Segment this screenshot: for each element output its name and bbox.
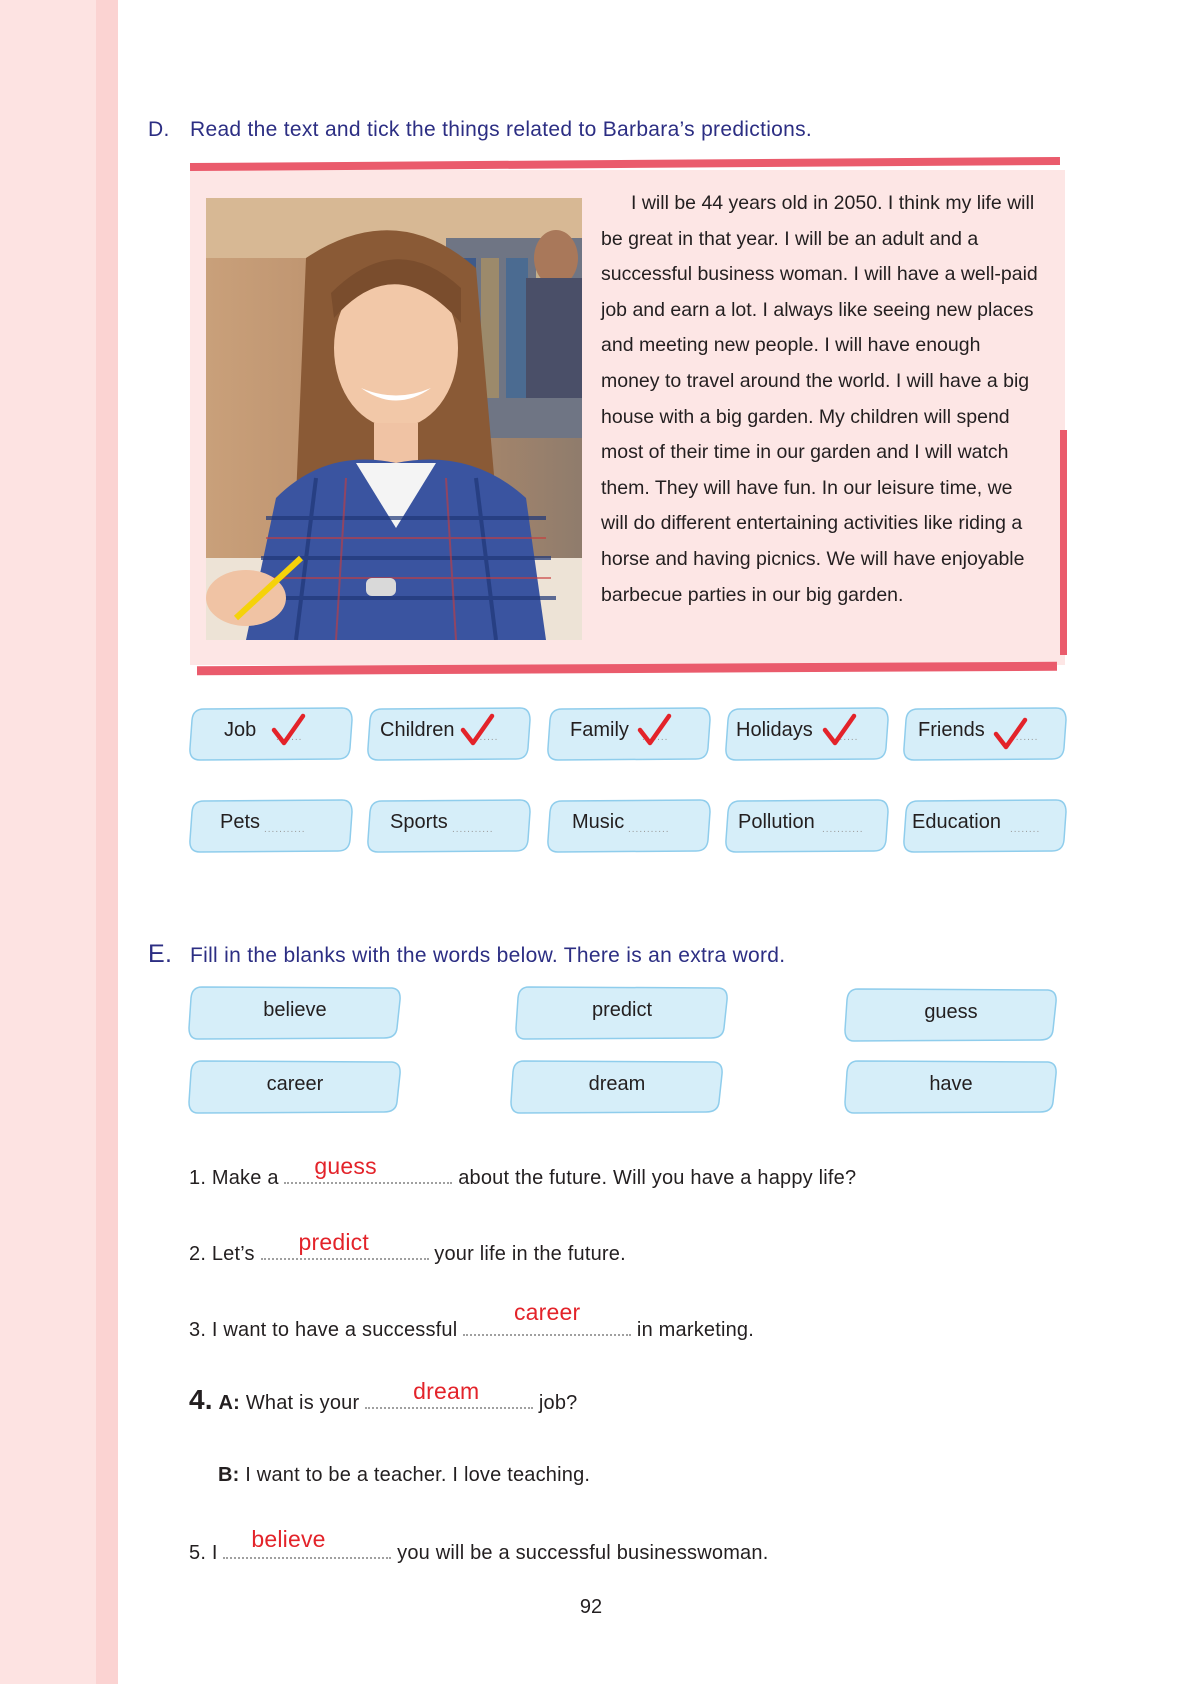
topic-pill-friends[interactable] (900, 706, 1068, 758)
topic-pill-family[interactable] (544, 706, 712, 758)
topic-label: Job (224, 719, 257, 741)
word-label: guess (924, 1001, 978, 1023)
dotted-line: ........... (452, 824, 494, 835)
smiling-student-photo (206, 198, 582, 640)
topic-pill-education[interactable] (900, 798, 1068, 850)
sentence-text-before: I want to have a successful (211, 1319, 458, 1341)
answer-text: career (513, 1299, 581, 1325)
section-e-instruction (148, 940, 785, 969)
sentence-4 (189, 1378, 578, 1416)
topic-pill-pets[interactable] (186, 798, 354, 850)
sentence-text-before: What is your (245, 1392, 360, 1414)
word-label: believe (263, 999, 327, 1021)
reading-box-top-bar (190, 157, 1060, 171)
speaker-b-label: B: (218, 1464, 240, 1486)
sentence-number: 5. (189, 1542, 207, 1564)
topic-label: Music (572, 811, 625, 833)
topic-pill-holidays[interactable] (722, 706, 890, 758)
word-box-predict (513, 984, 731, 1040)
sentence-text-before: I (211, 1542, 218, 1564)
topic-label: Holidays (736, 719, 813, 741)
word-box-career (186, 1058, 404, 1114)
topic-label: Education (912, 811, 1001, 833)
red-checkmark-icon (636, 712, 672, 748)
word-box-believe (186, 984, 404, 1040)
sentence-text-after: about the future. Will you have a happy life? (458, 1167, 857, 1189)
sentence-5 (189, 1526, 769, 1565)
section-d-letter: D. (148, 118, 170, 141)
reply-text: I want to be a teacher. I love teaching. (245, 1464, 591, 1486)
blank-field[interactable] (261, 1229, 429, 1260)
sentence-text-after: you will be a successful businesswoman. (397, 1542, 769, 1564)
topic-label: Children (380, 719, 455, 741)
topic-label: Sports (390, 811, 448, 833)
red-checkmark-icon (459, 712, 495, 748)
dotted-line: ........... (822, 824, 864, 835)
word-box-have (842, 1058, 1060, 1114)
sentence-text-after: in marketing. (636, 1319, 755, 1341)
topic-pill-pollution[interactable] (722, 798, 890, 850)
topic-pill-sports[interactable] (364, 798, 532, 850)
topic-pill-music[interactable] (544, 798, 712, 850)
topic-label: Pets (220, 811, 261, 833)
topic-pill-job[interactable] (186, 706, 354, 758)
word-label: dream (588, 1073, 646, 1095)
sentence-text-after: job? (538, 1392, 578, 1414)
word-label: predict (591, 999, 653, 1021)
page-number: 92 (579, 1596, 603, 1618)
topic-label: Pollution (738, 811, 815, 833)
word-label: have (929, 1073, 973, 1095)
answer-text: guess (314, 1153, 377, 1179)
topic-label: Friends (918, 719, 985, 741)
reading-box-right-bar (1060, 430, 1067, 655)
red-checkmark-icon (992, 716, 1028, 752)
sentence-number: 3. (189, 1319, 207, 1341)
sentence-number: 1. (189, 1167, 207, 1189)
word-box-dream (508, 1058, 726, 1114)
section-e-letter: E. (148, 940, 173, 968)
answer-text: dream (413, 1378, 480, 1404)
word-box-guess (842, 986, 1060, 1042)
sentence-number: 2. (189, 1243, 207, 1265)
red-checkmark-icon (270, 712, 306, 748)
blank-field[interactable] (223, 1526, 391, 1559)
dotted-line: ....... (472, 732, 499, 743)
page-margin-strip (0, 0, 118, 1684)
sentence-text-after: your life in the future. (434, 1243, 626, 1265)
sentence-1 (189, 1153, 857, 1190)
dotted-line: ....... (642, 732, 669, 743)
section-d-instruction (148, 118, 812, 142)
sentence-3 (189, 1299, 755, 1342)
topic-label: Family (570, 719, 629, 741)
sentence-text-before: Make a (211, 1167, 279, 1189)
sentence-text-before: Let’s (211, 1243, 255, 1265)
blank-field[interactable] (365, 1378, 533, 1409)
dotted-line: ........... (264, 824, 306, 835)
blank-field[interactable] (284, 1153, 452, 1184)
sentence-4-reply (218, 1464, 590, 1487)
word-label: career (266, 1073, 324, 1095)
dotted-line: ........... (628, 824, 670, 835)
dotted-line: ....... (1012, 732, 1039, 743)
section-d-instruction-text: Read the text and tick the things related to Barbara’s predictions. (190, 118, 813, 141)
reading-passage (601, 186, 1041, 613)
dotted-line: ....... (832, 732, 859, 743)
sentence-2 (189, 1229, 626, 1266)
topic-pill-children[interactable] (364, 706, 532, 758)
section-e-instruction-text: Fill in the blanks with the words below. There is an extra word. (190, 944, 786, 967)
dotted-line: ....... (276, 732, 303, 743)
answer-text: believe (251, 1526, 326, 1552)
speaker-a-label: A: (218, 1392, 241, 1414)
dotted-line: ........ (1010, 824, 1041, 835)
sentence-number: 4. (189, 1384, 213, 1415)
passage-text: I will be 44 years old in 2050. I think my life will be great in that year. I will be an adult and a successful business woman. I will have a well-paid job and earn a lot. I always like seeing new places and meeting new people. I will have enough money to travel around the world. I will have a big house with a big garden. My children will spend most of their time in our garden and I will watch them. They will have fun. In our leisure time, we will do different entertaining activities like riding a horse and having picnics. We will have enjoyable barbecue parties in our big garden. (601, 192, 1038, 606)
answer-text: predict (298, 1229, 369, 1255)
blank-field[interactable] (463, 1299, 631, 1336)
red-checkmark-icon (821, 712, 857, 748)
